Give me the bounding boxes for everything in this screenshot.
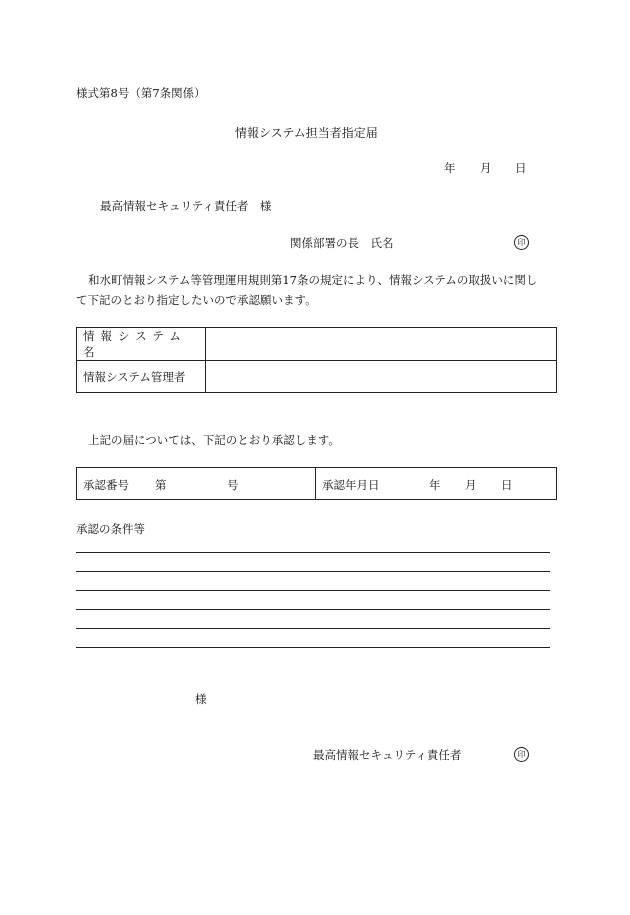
- approval-number-suffix: 号: [227, 478, 239, 492]
- conditions-line[interactable]: [76, 552, 550, 553]
- applicant-name-label: 関係部署の長 氏名: [290, 236, 394, 250]
- system-name-label: 情報システム名: [77, 328, 206, 361]
- conditions-line[interactable]: [76, 571, 550, 572]
- conditions-line[interactable]: [76, 590, 550, 591]
- approval-statement: 上記の届については、下記のとおり承認します。: [88, 433, 340, 447]
- approval-number-label: 承認番号: [83, 478, 129, 492]
- approval-table: [76, 467, 557, 500]
- system-manager-value[interactable]: [206, 361, 557, 393]
- approval-number-cell[interactable]: [77, 468, 316, 500]
- system-info-table: [76, 327, 557, 393]
- system-manager-row: [77, 361, 557, 393]
- system-name-value[interactable]: [206, 328, 557, 361]
- conditions-line[interactable]: [76, 647, 550, 648]
- approval-date-year: 年: [429, 478, 441, 492]
- date-day-label: 日: [515, 161, 527, 175]
- conditions-label: 承認の条件等: [76, 522, 145, 536]
- conditions-line[interactable]: [76, 609, 550, 610]
- approval-number-prefix: 第: [155, 478, 167, 492]
- conditions-line[interactable]: [76, 628, 550, 629]
- approval-date-month: 月: [465, 478, 477, 492]
- approval-row: [77, 468, 557, 500]
- body-text-line-1: 和水町情報システム等管理運用規則第17条の規定により、情報システムの取扱いに関し: [88, 273, 538, 287]
- system-manager-label: 情報システム管理者: [77, 361, 206, 393]
- signer-title: 最高情報セキュリティ責任者: [313, 748, 462, 762]
- system-name-row: [77, 328, 557, 361]
- date-month-label: 月: [480, 161, 492, 175]
- approval-date-label: 承認年月日: [322, 478, 380, 492]
- recipient-suffix: 様: [195, 692, 207, 706]
- approval-date-day: 日: [501, 478, 513, 492]
- addressee: 最高情報セキュリティ責任者 様: [100, 199, 272, 213]
- approval-date-cell[interactable]: [316, 468, 557, 500]
- form-number: 様式第8号（第7条関係）: [76, 86, 206, 100]
- document-title: 情報システム担当者指定届: [235, 126, 378, 140]
- signer-seal-icon: 印: [514, 747, 529, 762]
- date-year-label: 年: [444, 161, 456, 175]
- body-text-line-2: て下記のとおり指定したいので承認願います。: [76, 293, 317, 307]
- applicant-seal-icon: 印: [514, 235, 529, 250]
